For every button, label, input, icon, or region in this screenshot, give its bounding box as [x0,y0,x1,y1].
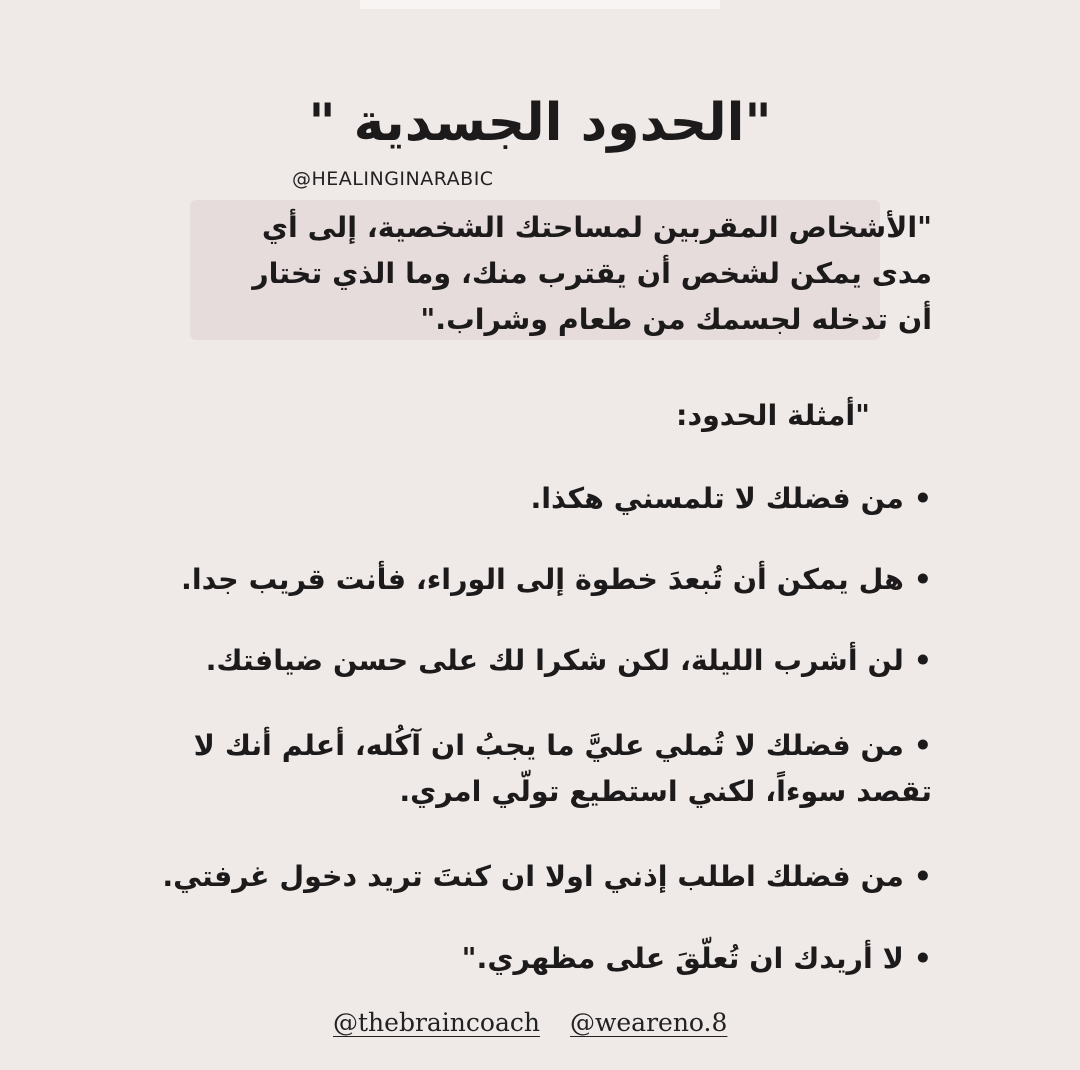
definition-line: مدى يمكن لشخص أن يقترب منك، وما الذي تختار [252,257,932,290]
list-item: • من فضلك اطلب إذني اولا ان كنتَ تريد دخول غرفتي. [162,860,932,893]
credit-link-weareno8[interactable]: @weareno.8 [569,1008,728,1037]
top-edge-strip [360,0,720,9]
list-item: • هل يمكن أن تُبعدَ خطوة إلى الوراء، فأنت قريب جدا. [181,563,932,596]
credit-link-thebraincoach[interactable]: @thebraincoach [333,1008,540,1037]
credits [333,1008,727,1037]
list-item: • من فضلك لا تُملي عليَّ ما يجبُ ان آكُله، أعلم أنك لا تقصد سوءاً، لكني استطيع تولّي امري. [193,729,932,808]
definition-line: أن تدخله لجسمك من طعام وشراب." [420,303,932,336]
list-item: • لا أريدك ان تُعلّقَ على مظهري." [461,942,932,975]
examples-heading: "أمثلة الحدود: [676,399,870,432]
post-title: "الحدود الجسدية " [308,93,772,153]
list-item: • لن أشرب الليلة، لكن شكرا لك على حسن ضيافتك. [205,644,932,677]
author-handle: @HEALINGINARABIC [292,168,494,190]
definition-text [150,205,932,343]
definition-line: "الأشخاص المقربين لمساحتك الشخصية، إلى أي [261,211,932,244]
list-item: • من فضلك لا تلمسني هكذا. [530,482,932,515]
